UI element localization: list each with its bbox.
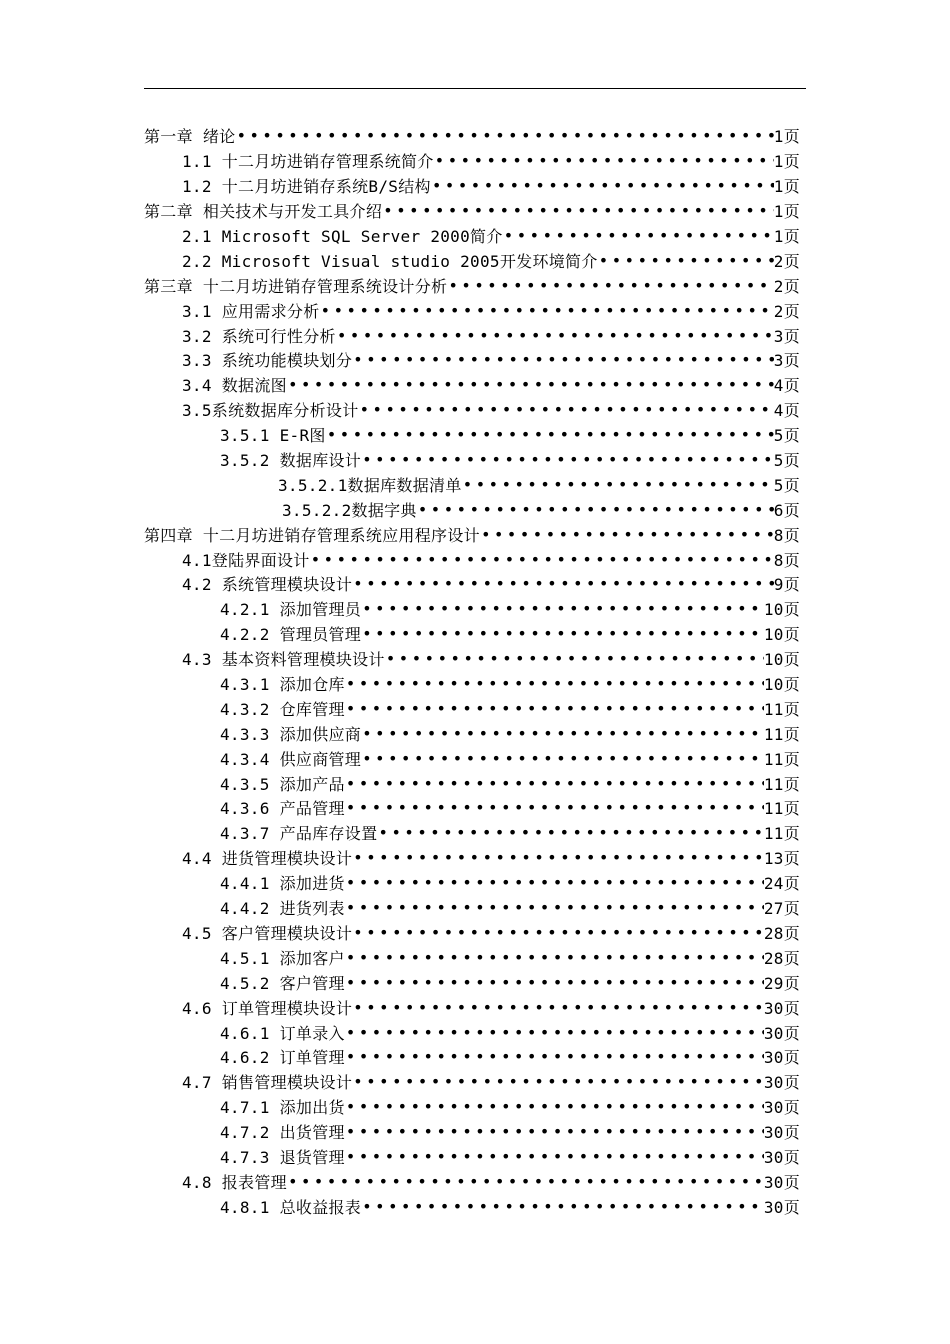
- dot-leader: [463, 475, 774, 494]
- toc-entry-page: 2页: [773, 251, 800, 271]
- toc-entry-title: 3.5.1 E-R图: [220, 426, 326, 446]
- dot-leader: [346, 1122, 764, 1141]
- toc-entry-title: 3.5.2.1数据库数据清单: [278, 475, 462, 495]
- dot-leader: [346, 973, 764, 992]
- toc-entry[interactable]: [0, 1194, 950, 1219]
- dot-leader: [353, 848, 764, 867]
- toc-entry[interactable]: [0, 447, 950, 472]
- dot-leader: [353, 1072, 764, 1091]
- table-of-contents: [0, 124, 950, 1219]
- toc-entry-title: 2.1 Microsoft SQL Server 2000简介: [182, 227, 503, 246]
- toc-entry[interactable]: [0, 323, 950, 348]
- toc-entry-title: 4.5.2 客户管理: [220, 973, 345, 993]
- dot-leader: [288, 1172, 764, 1191]
- toc-entry-title: 1.2 十二月坊进销存系统B/S结构: [182, 177, 431, 197]
- toc-entry[interactable]: [0, 522, 950, 547]
- dot-leader: [362, 1197, 764, 1216]
- toc-entry-page: 29页: [763, 973, 800, 993]
- dot-leader: [346, 948, 764, 967]
- dot-leader: [346, 873, 764, 892]
- toc-entry-title: 3.2 系统可行性分析: [182, 326, 336, 346]
- toc-entry-title: 4.7.2 出货管理: [220, 1123, 345, 1143]
- toc-entry-page: 1页: [773, 177, 800, 197]
- toc-entry-page: 11页: [763, 724, 800, 744]
- toc-entry-page: 11页: [763, 824, 800, 844]
- toc-entry-page: 2页: [773, 301, 800, 321]
- dot-leader: [386, 649, 764, 668]
- toc-entry-title: 4.3.2 仓库管理: [220, 699, 345, 719]
- toc-entry-page: 10页: [763, 625, 800, 645]
- toc-entry-title: 4.5.1 添加客户: [220, 948, 345, 968]
- dot-leader: [362, 749, 764, 768]
- toc-entry-title: 第三章 十二月坊进销存管理系统设计分析: [144, 276, 448, 296]
- toc-entry-page: 28页: [763, 948, 800, 968]
- toc-entry[interactable]: [0, 771, 950, 796]
- dot-leader: [346, 674, 764, 693]
- toc-entry[interactable]: [0, 1144, 950, 1169]
- dot-leader: [346, 1047, 764, 1066]
- toc-entry-page: 2页: [773, 276, 800, 296]
- toc-entry-page: 30页: [763, 1023, 800, 1043]
- toc-entry-page: 8页: [773, 525, 800, 545]
- toc-entry[interactable]: [0, 920, 950, 945]
- dot-leader: [362, 450, 774, 469]
- toc-entry-page: 30页: [763, 1048, 800, 1068]
- toc-entry[interactable]: [0, 572, 950, 597]
- toc-entry[interactable]: [0, 746, 950, 771]
- toc-entry[interactable]: [0, 696, 950, 721]
- toc-entry[interactable]: [0, 796, 950, 821]
- dot-leader: [504, 226, 774, 245]
- toc-entry[interactable]: [0, 995, 950, 1020]
- toc-entry-title: 4.7.3 退货管理: [220, 1147, 345, 1167]
- toc-entry-title: 3.5.2.2数据字典: [282, 500, 417, 520]
- dot-leader: [418, 500, 774, 519]
- dot-leader: [311, 550, 774, 569]
- dot-leader: [346, 774, 764, 793]
- toc-entry[interactable]: [0, 547, 950, 572]
- toc-entry-page: 10页: [763, 600, 800, 620]
- toc-entry-title: 4.8.1 总收益报表: [220, 1197, 362, 1217]
- toc-entry-page: 13页: [763, 849, 800, 869]
- toc-entry[interactable]: [0, 671, 950, 696]
- toc-entry-page: 10页: [763, 675, 800, 695]
- toc-entry[interactable]: [0, 596, 950, 621]
- toc-entry[interactable]: [0, 895, 950, 920]
- toc-entry[interactable]: [0, 721, 950, 746]
- toc-entry[interactable]: [0, 273, 950, 298]
- toc-entry-title: 4.4 进货管理模块设计: [182, 849, 353, 869]
- toc-entry-title: 4.3.4 供应商管理: [220, 749, 362, 769]
- toc-entry-page: 11页: [763, 799, 800, 819]
- toc-entry-title: 1.1 十二月坊进销存管理系统简介: [182, 152, 434, 172]
- toc-entry-title: 4.3 基本资料管理模块设计: [182, 650, 385, 670]
- toc-entry-page: 30页: [763, 1073, 800, 1093]
- toc-entry-page: 24页: [763, 874, 800, 894]
- dot-leader: [236, 126, 773, 145]
- toc-entry[interactable]: [0, 248, 950, 273]
- toc-entry[interactable]: [0, 124, 950, 149]
- toc-entry-title: 4.7 销售管理模块设计: [182, 1073, 353, 1093]
- toc-entry[interactable]: [0, 497, 950, 522]
- toc-entry[interactable]: [0, 870, 950, 895]
- dot-leader: [383, 201, 774, 220]
- toc-entry-title: 4.7.1 添加出货: [220, 1098, 345, 1118]
- toc-entry-title: 4.5 客户管理模块设计: [182, 923, 353, 943]
- dot-leader: [432, 176, 774, 195]
- dot-leader: [337, 326, 774, 345]
- header-rule: [144, 88, 806, 89]
- toc-entry-page: 9页: [773, 575, 800, 595]
- toc-entry-page: 11页: [763, 774, 800, 794]
- toc-entry-title: 4.6.2 订单管理: [220, 1048, 345, 1068]
- toc-entry[interactable]: [0, 1169, 950, 1194]
- dot-leader: [346, 1097, 764, 1116]
- toc-entry[interactable]: [0, 422, 950, 447]
- dot-leader: [321, 301, 774, 320]
- toc-entry-title: 3.5系统数据库分析设计: [182, 401, 359, 421]
- dot-leader: [362, 599, 764, 618]
- toc-entry-title: 4.1登陆界面设计: [182, 550, 310, 570]
- toc-entry-page: 4页: [773, 376, 800, 396]
- toc-entry-page: 4页: [773, 401, 800, 421]
- toc-entry-page: 10页: [763, 650, 800, 670]
- toc-entry[interactable]: [0, 1044, 950, 1069]
- dot-leader: [353, 574, 774, 593]
- toc-entry-page: 30页: [763, 1123, 800, 1143]
- toc-entry-title: 第一章 绪论: [144, 127, 236, 147]
- toc-entry-title: 4.2.1 添加管理员: [220, 600, 362, 620]
- toc-entry-title: 4.3.6 产品管理: [220, 799, 345, 819]
- toc-entry-page: 5页: [773, 451, 800, 471]
- dot-leader: [362, 724, 764, 743]
- toc-entry[interactable]: [0, 970, 950, 995]
- toc-entry-page: 8页: [773, 550, 800, 570]
- toc-entry[interactable]: [0, 348, 950, 373]
- toc-entry-page: 30页: [763, 998, 800, 1018]
- toc-entry-page: 30页: [763, 1147, 800, 1167]
- toc-entry-page: 11页: [763, 749, 800, 769]
- toc-entry[interactable]: [0, 820, 950, 845]
- dot-leader: [353, 923, 764, 942]
- toc-entry-page: 3页: [773, 351, 800, 371]
- dot-leader: [353, 998, 764, 1017]
- toc-entry-title: 4.3.7 产品库存设置: [220, 824, 378, 844]
- toc-entry-title: 4.3.5 添加产品: [220, 774, 345, 794]
- toc-entry-page: 3页: [773, 326, 800, 346]
- toc-entry-page: 1页: [773, 152, 800, 172]
- toc-entry[interactable]: [0, 223, 950, 248]
- toc-entry-title: 3.4 数据流图: [182, 376, 287, 396]
- dot-leader: [288, 375, 774, 394]
- toc-entry-title: 第四章 十二月坊进销存管理系统应用程序设计: [144, 525, 480, 545]
- toc-entry-title: 3.5.2 数据库设计: [220, 451, 362, 471]
- toc-entry[interactable]: [0, 1020, 950, 1045]
- dot-leader: [346, 1023, 764, 1042]
- dot-leader: [378, 823, 763, 842]
- toc-entry-page: 30页: [763, 1197, 800, 1217]
- dot-leader: [346, 1147, 764, 1166]
- toc-entry[interactable]: [0, 372, 950, 397]
- toc-entry[interactable]: [0, 173, 950, 198]
- toc-entry-title: 4.3.1 添加仓库: [220, 675, 345, 695]
- dot-leader: [327, 425, 774, 444]
- toc-entry-title: 3.3 系统功能模块划分: [182, 351, 353, 371]
- toc-entry-title: 4.6 订单管理模块设计: [182, 998, 353, 1018]
- dot-leader: [362, 624, 764, 643]
- toc-entry-title: 4.4.2 进货列表: [220, 899, 345, 919]
- toc-entry-page: 5页: [773, 426, 800, 446]
- toc-entry-page: 1页: [773, 227, 800, 246]
- toc-entry[interactable]: [0, 845, 950, 870]
- toc-entry[interactable]: [0, 298, 950, 323]
- toc-entry-title: 4.2 系统管理模块设计: [182, 575, 353, 595]
- dot-leader: [346, 898, 764, 917]
- toc-entry[interactable]: [0, 621, 950, 646]
- toc-entry[interactable]: [0, 397, 950, 422]
- toc-entry-title: 4.3.3 添加供应商: [220, 724, 362, 744]
- toc-entry-title: 4.4.1 添加进货: [220, 874, 345, 894]
- toc-entry-title: 3.1 应用需求分析: [182, 301, 320, 321]
- dot-leader: [435, 151, 774, 170]
- dot-leader: [353, 350, 774, 369]
- dot-leader: [360, 400, 774, 419]
- toc-entry[interactable]: [0, 945, 950, 970]
- toc-entry[interactable]: [0, 148, 950, 173]
- toc-entry-title: 第二章 相关技术与开发工具介绍: [144, 202, 383, 222]
- toc-entry[interactable]: [0, 198, 950, 223]
- toc-entry-page: 30页: [763, 1098, 800, 1118]
- dot-leader: [448, 276, 773, 295]
- toc-entry-page: 1页: [773, 202, 800, 222]
- toc-entry[interactable]: [0, 646, 950, 671]
- toc-entry-page: 30页: [763, 1172, 800, 1192]
- dot-leader: [346, 699, 764, 718]
- toc-entry-title: 4.6.1 订单录入: [220, 1023, 345, 1043]
- toc-entry[interactable]: [0, 1069, 950, 1094]
- toc-entry-page: 28页: [763, 923, 800, 943]
- toc-entry[interactable]: [0, 1119, 950, 1144]
- toc-entry-page: 27页: [763, 899, 800, 919]
- toc-entry-page: 11页: [763, 699, 800, 719]
- dot-leader: [346, 798, 764, 817]
- toc-entry[interactable]: [0, 472, 950, 497]
- toc-entry-title: 4.2.2 管理员管理: [220, 625, 362, 645]
- toc-entry[interactable]: [0, 1094, 950, 1119]
- toc-entry-title: 4.8 报表管理: [182, 1172, 287, 1192]
- dot-leader: [481, 525, 774, 544]
- toc-entry-page: 1页: [773, 127, 800, 147]
- dot-leader: [599, 251, 774, 270]
- toc-entry-title: 2.2 Microsoft Visual studio 2005开发环境简介: [182, 251, 598, 271]
- toc-entry-page: 6页: [773, 500, 800, 520]
- toc-entry-page: 5页: [773, 475, 800, 495]
